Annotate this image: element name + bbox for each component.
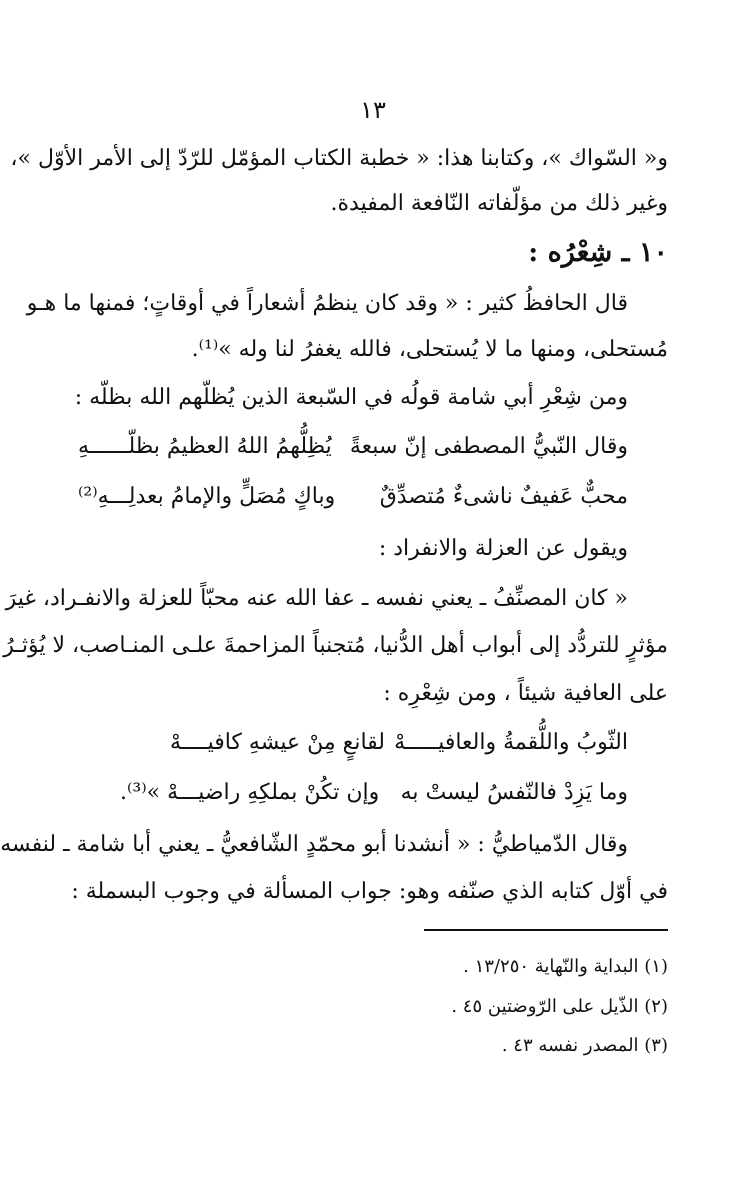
footnote-2: (٢) الذّيل على الرّوضتين ٤٥ .: [451, 996, 668, 1017]
verse-1-second-hemistich: يُظِلُّهمُ اللهُ العظيمُ بظلّــــــهِ: [78, 434, 332, 459]
text-line-5: ومن شِعْرِ أبي شامة قولُه في السّبعة الذين يُظلّهم الله بظلّه :: [74, 385, 628, 410]
verse-4-first-hemistich: وما يَزِدْ فالنّفسُ ليستْ به: [400, 780, 628, 805]
verse-4-second-hemistich: وإن تكُنْ بملكِهِ راضيـــهْ »⁽³⁾.: [120, 780, 380, 805]
verse-3-first-hemistich: الثّوبُ واللُّقمةُ والعافيـــــهْ: [394, 730, 628, 755]
text-line-4: مُستحلى، ومنها ما لا يُستحلى، فالله يغفرُ لنا وله »⁽¹⁾.: [191, 337, 668, 362]
text-line-7: ويقول عن العزلة والانفراد :: [378, 536, 628, 561]
verse-1-first-hemistich: وقال النّبيُّ المصطفى إنّ سبعةً: [349, 434, 628, 459]
text-line-3: قال الحافظُ كثير : « وقد كان ينظمُ أشعاراً في أوقاتٍ؛ فمنها ما هـو: [26, 291, 628, 316]
text-line-12: وقال الدّمياطيُّ : « أنشدنا أبو محمّدٍ الشّافعيُّ ـ يعني أبا شامة ـ لنفسه: [0, 832, 628, 857]
verse-2-second-hemistich: وباكٍ مُصَلٍّ والإمامُ بعدلِـــهِ⁽²⁾: [78, 484, 336, 509]
footnote-1: (١) البداية والنّهاية ١٣/٢٥٠ .: [463, 956, 668, 977]
text-line-2: وغير ذلك من مؤلّفاته النّافعة المفيدة.: [330, 191, 668, 216]
footnote-3: (٣) المصدر نفسه ٤٣ .: [501, 1035, 668, 1056]
text-line-10: على العافية شيئاً ، ومن شِعْرِه :: [383, 681, 668, 706]
text-line-9: مؤثرٍ للتردُّد إلى أبواب أهل الدُّنيا، مُتجنباً المزاحمةَ علـى المنـاصب، لا يُؤثـرُ: [3, 633, 668, 658]
verse-3-second-hemistich: لقانعٍ مِنْ عيشهِ كافيــــهْ: [170, 730, 385, 755]
section-heading: ١٠ ـ شِعْرُه :: [528, 237, 668, 268]
text-line-8: « كان المصنِّفُ ـ يعني نفسه ـ عفا الله عنه محبّاً للعزلة والانفـراد، غيرَ: [5, 586, 628, 611]
text-line-13: في أوّل كتابه الذي صنّفه وهو: جواب المسألة في وجوب البسملة :: [71, 879, 668, 904]
page-number: ١٣: [360, 96, 386, 124]
verse-2-first-hemistich: محبٌّ عَفيفٌ ناشىءٌ مُتصدِّقٌ: [379, 484, 628, 509]
text-line-1: و« السّواك »، وكتابنا هذا: « خطبة الكتاب المؤمّل للرّدّ إلى الأمر الأوّل »،: [10, 146, 668, 171]
footnote-separator: [424, 929, 668, 931]
